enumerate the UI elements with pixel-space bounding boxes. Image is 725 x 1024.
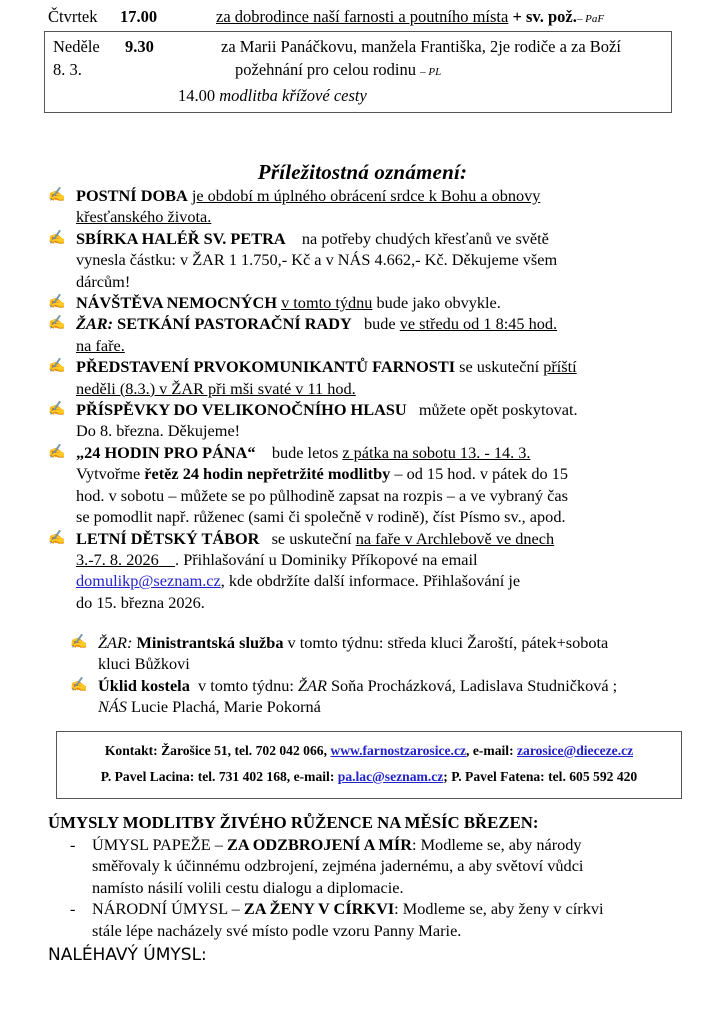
intention-lead: NÁRODNÍ ÚMYSL –: [92, 899, 240, 919]
announcement-body: bude: [364, 314, 396, 334]
schedule-row-sunday: [53, 35, 665, 58]
announcement-postni-doba: [48, 185, 688, 206]
intention-line2: směřovaly k účinnému odzbrojení, zejména jadernému, a aby světoví vůdci: [92, 856, 584, 876]
announcement-prispevky: [48, 399, 688, 420]
service-uklid: [70, 675, 690, 696]
schedule-intention-sunday: za Marii Panáčkovu, manžela Františka, 2je rodiče a za Boží: [221, 37, 621, 56]
service-prefix: ŽAR:: [98, 633, 133, 652]
announcement-tabor-line3: [48, 570, 688, 591]
announcement-tabor: [48, 528, 688, 549]
announcement-line2-rest: . Přihlašování u Dominiky Příkopové na email: [175, 549, 478, 569]
intention-national: [48, 898, 698, 919]
pen-icon: ✍: [48, 188, 66, 203]
schedule-day-sunday: Neděle: [53, 37, 100, 56]
intention-line2: stále lépe nacházely své místo podle vzoru Panny Marie.: [92, 920, 462, 940]
schedule-time-thursday: 17.00: [120, 7, 158, 26]
intention-body: : Modleme se, aby národy: [411, 835, 582, 854]
email-link-domulikp[interactable]: domulikp@seznam.cz: [76, 571, 221, 591]
website-link[interactable]: www.farnostzarosice.cz: [330, 743, 467, 758]
announcement-line4: se pomodlit např. růženec (sami či společně v rodině), číst Písmo sv., apod.: [76, 507, 566, 527]
announcements-list: [48, 185, 688, 613]
announcement-body: je období m úplného obrácení srdce k Bohu a obnovy: [191, 186, 541, 205]
announcement-line2-dates: 3.-7. 8. 2026: [76, 549, 159, 569]
service-title: Úklid kostela: [98, 675, 190, 695]
schedule-priest-sunday: – PL: [420, 66, 442, 78]
schedule-extra-thursday: + sv. pož.: [512, 7, 577, 26]
dash-bullet: -: [70, 835, 76, 854]
announcement-title: SBÍRKA HALÉŘ SV. PETRA: [76, 228, 286, 248]
email-link-zarosice[interactable]: zarosice@dieceze.cz: [517, 743, 634, 758]
schedule-row-sunday-cont: [53, 58, 665, 84]
pen-icon: ✍: [48, 530, 66, 546]
announcement-setkani: [48, 313, 688, 334]
announcement-body: se uskuteční: [459, 357, 540, 377]
announcement-title: SETKÁNÍ PASTORAČNÍ RADY: [117, 314, 352, 334]
announcement-sbirka-line2: [48, 249, 688, 270]
announcement-underlined: v tomto týdnu: [281, 293, 373, 313]
contact-box: [56, 731, 682, 799]
announcement-line2: na faře.: [76, 335, 125, 355]
services-list: [70, 632, 690, 718]
intention-body: : Modleme se, aby ženy v církvi: [394, 899, 604, 919]
announcement-predstaveni-line2: [48, 378, 688, 399]
announcement-body: na potřeby chudých křesťanů ve světě: [301, 228, 549, 248]
service-ministrantska: [70, 632, 690, 653]
pen-icon: ✍: [48, 359, 66, 375]
announcement-underlined: ve středu od 1 8:45 hod.: [399, 314, 558, 334]
contact-email-label: , e-mail:: [466, 743, 514, 758]
announcement-line2: Do 8. března. Děkujeme!: [76, 421, 241, 441]
schedule-intention-thursday: za dobrodince naší farnosti a poutního místa: [216, 7, 509, 26]
announcement-title: PŘÍSPĚVKY DO VELIKONOČNÍHO HLASU: [76, 400, 407, 420]
announcement-24hodin-line2: [48, 463, 688, 484]
announcement-line2-b: – od 15 hod. v pátek do 15: [394, 464, 569, 484]
mass-schedule: [44, 6, 674, 113]
announcement-body: můžete opět poskytovat.: [418, 400, 578, 420]
announcement-line3: dárcům!: [76, 271, 131, 291]
service-parish-nas: NÁS: [98, 697, 127, 717]
intention-line3: namísto násilí volili cestu dialogu a diplomacie.: [92, 877, 404, 897]
intention-bold: ZA ODZBROJENÍ A MÍR: [226, 835, 412, 854]
announcement-sbirka: [48, 228, 688, 249]
announcement-title: „24 HODIN PRO PÁNA“: [76, 442, 256, 462]
service-body: v tomto týdnu: středa kluci Žaroští, pátek+sobota: [287, 633, 609, 652]
intention-national-line2: [48, 920, 698, 941]
schedule-time-sunday: 9.30: [125, 37, 154, 56]
contact-address: Kontakt: Žarošice 51, tel. 702 042 066,: [104, 743, 327, 758]
announcement-line3: hod. v sobotu – můžete se po půlhodině zapsat na rozpis – a ve vybraný čas: [76, 485, 568, 505]
announcement-24hodin: [48, 442, 688, 463]
service-line2: Lucie Plachá, Marie Pokorná: [131, 697, 321, 717]
schedule-intention-sunday-cont: požehnání pro celou rodinu: [235, 60, 416, 79]
schedule-date-sunday: 8. 3.: [53, 60, 82, 79]
intention-bold: ZA ŽENY V CÍRKVI: [243, 899, 395, 919]
service-line2: kluci Bůžkovi: [98, 654, 190, 674]
announcement-line2: neděli (8.3.) v ŽAR při mši svaté v 11 hod.: [76, 378, 356, 398]
intention-papal: [48, 834, 698, 855]
service-parish-zar: ŽAR: [297, 675, 327, 695]
schedule-row-thursday: [44, 6, 674, 30]
pen-icon: ✍: [48, 316, 66, 332]
urgent-intention-label: NALÉHAVÝ ÚMYSL:: [48, 945, 207, 966]
service-ministrantska-line2: [70, 653, 690, 674]
announcement-prefix: ŽAR:: [76, 314, 114, 334]
schedule-box-sunday: [44, 31, 672, 113]
pen-icon: ✍: [48, 295, 66, 311]
announcement-setkani-line2: [48, 335, 688, 356]
service-title: Ministrantská služba: [136, 633, 284, 652]
intention-papal-line3: [48, 877, 698, 898]
schedule-day-thursday: Čtvrtek: [48, 7, 98, 26]
pen-icon: ✍: [48, 402, 66, 418]
announcement-title: LETNÍ DĚTSKÝ TÁBOR: [76, 528, 260, 548]
announcement-prispevky-line2: [48, 420, 688, 441]
announcement-line2: vynesla částku: v ŽAR 1 1.750,- Kč a v NÁS 4.662,- Kč. Děkujeme všem: [76, 250, 558, 270]
intention-papal-line2: [48, 855, 698, 876]
announcement-tabor-line2: [48, 549, 688, 570]
announcement-title: NÁVŠTĚVA NEMOCNÝCH: [76, 293, 277, 313]
service-body: v tomto týdnu:: [197, 675, 294, 695]
email-link-palac[interactable]: pa.lac@seznam.cz: [337, 769, 444, 784]
page-title: Příležitostná oznámení:: [257, 160, 468, 184]
announcement-predstaveni: [48, 356, 688, 377]
schedule-extra-time: 14.00: [178, 86, 216, 105]
announcement-underlined: z pátka na sobotu 13. - 14. 3.: [342, 442, 531, 462]
schedule-priest-thursday: – PaF: [576, 13, 605, 25]
announcement-line2-a: Vytvořme: [76, 464, 141, 484]
announcement-navsteva: [48, 292, 688, 313]
announcement-postni-doba-line2: [48, 206, 688, 227]
service-uklid-line2: [70, 696, 690, 717]
schedule-row-sunday-extra: [53, 84, 665, 107]
contact-priest-fatena: ; P. Pavel Fatena: tel. 605 592 420: [443, 769, 638, 784]
announcement-body: bude jako obvykle.: [376, 293, 501, 313]
announcement-body: se uskuteční: [271, 528, 352, 548]
announcement-line2: křesťanského života.: [76, 207, 212, 227]
pen-icon: ✍: [70, 677, 88, 693]
service-body2: Soňa Procházková, Ladislava Studničková ;: [330, 675, 618, 695]
contact-line-1: [65, 738, 673, 764]
contact-priest-lacina: P. Pavel Lacina: tel. 731 402 168, e-mail:: [100, 769, 335, 784]
announcement-24hodin-line4: [48, 506, 688, 527]
announcement-line2-bold: řetěz 24 hodin nepřetržité modlitby: [144, 464, 391, 484]
pen-icon: ✍: [70, 635, 88, 650]
announcement-24hodin-line3: [48, 485, 688, 506]
intention-lead: ÚMYSL PAPEŽE –: [92, 835, 223, 854]
announcement-underlined: na faře v Archlebově ve dnech: [355, 528, 555, 548]
announcement-title: POSTNÍ DOBA: [76, 186, 188, 205]
announcement-title: PŘEDSTAVENÍ PRVOKOMUNIKANTŮ FARNOSTI: [76, 357, 456, 377]
announcement-body: bude letos: [271, 442, 339, 462]
announcement-line4: do 15. března 2026.: [76, 592, 205, 612]
intentions-heading: ÚMYSLY MODLITBY ŽIVÉHO RŮŽENCE NA MĚSÍC BŘEZEN:: [48, 813, 539, 832]
announcement-sbirka-line3: [48, 271, 688, 292]
dash-bullet: -: [70, 899, 76, 919]
pen-icon: ✍: [48, 230, 66, 246]
announcement-underlined: příští: [543, 357, 577, 377]
contact-line-2: [65, 764, 673, 790]
announcement-line3-rest: , kde obdržíte další informace. Přihlašování je: [220, 571, 521, 591]
announcement-tabor-line4: [48, 592, 688, 613]
schedule-extra-text: modlitba křížové cesty: [219, 86, 367, 105]
intentions-section: [48, 812, 698, 967]
pen-icon: ✍: [48, 444, 66, 460]
